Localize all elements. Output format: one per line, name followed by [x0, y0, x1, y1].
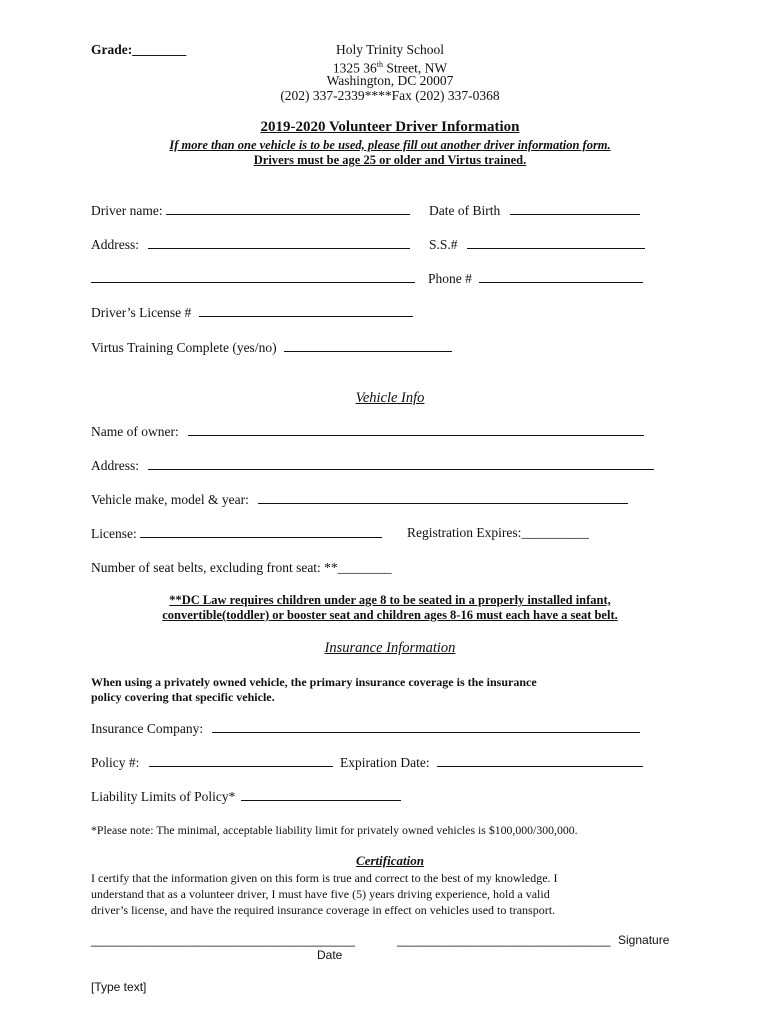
- virtus-field[interactable]: [284, 339, 452, 352]
- driver-address-field[interactable]: [148, 236, 410, 249]
- vehicle-address-label: Address:: [91, 458, 139, 473]
- insurance-company-field[interactable]: [212, 720, 640, 733]
- policy-label: Policy #:: [91, 755, 140, 770]
- insurance-note-1: When using a privately owned vehicle, the primary insurance coverage is the insurance: [91, 675, 537, 689]
- vehicle-license-field[interactable]: [140, 525, 382, 538]
- school-city: Washington, DC 20007: [326, 73, 454, 88]
- registration-expires: Registration Expires:__________: [407, 525, 589, 540]
- ssn-row: [429, 236, 645, 253]
- driver-name-label: Driver name:: [91, 203, 163, 218]
- seat-belts-row: Number of seat belts, excluding front seat: **________: [91, 560, 392, 575]
- drivers-license-field[interactable]: [199, 304, 413, 317]
- virtus-label: Virtus Training Complete (yes/no): [91, 340, 277, 355]
- dc-law-line-1: **DC Law requires children under age 8 to be seated in a properly installed infant,: [169, 593, 611, 607]
- grade-field: Grade:________: [91, 42, 187, 57]
- liability-field[interactable]: [241, 788, 401, 801]
- policy-row: [91, 754, 333, 771]
- expiration-field[interactable]: [437, 754, 643, 767]
- subtitle-vehicle: If more than one vehicle is to be used, please fill out another driver information form.: [169, 138, 611, 152]
- ssn-label: S.S.#: [429, 237, 458, 252]
- driver-address-line2-field[interactable]: [91, 270, 415, 283]
- vehicle-make-row: [91, 491, 628, 508]
- subtitle-age: Drivers must be age 25 or older and Virtus trained.: [253, 153, 527, 167]
- certification-text-1: I certify that the information given on this form is true and correct to the best of my knowledge. I: [91, 871, 558, 885]
- certification-heading: Certification: [356, 853, 424, 868]
- liability-note: *Please note: The minimal, acceptable liability limit for privately owned vehicles is $100,000/300,000.: [91, 823, 578, 837]
- driver-address-row: [91, 236, 410, 253]
- insurance-company-row: [91, 720, 640, 737]
- phone-label: Phone #: [428, 271, 472, 286]
- school-street: 1325 36th Street, NW: [332, 60, 448, 76]
- dc-law-line-2: convertible(toddler) or booster seat and children ages 8-16 must each have a seat belt.: [162, 608, 618, 622]
- phone-field[interactable]: [479, 270, 643, 283]
- liability-row: [91, 788, 401, 805]
- virtus-row: [91, 339, 452, 356]
- date-line[interactable]: _______________________________________: [91, 933, 356, 947]
- policy-field[interactable]: [149, 754, 333, 767]
- school-name: Holy Trinity School: [335, 42, 445, 57]
- ssn-field[interactable]: [467, 236, 645, 249]
- vehicle-make-field[interactable]: [258, 491, 628, 504]
- driver-address-line2-row: [91, 270, 415, 287]
- signature-label: Signature: [618, 933, 670, 947]
- vehicle-address-row: [91, 457, 654, 474]
- dob-row: [429, 202, 640, 219]
- certification-text-3: driver’s license, and have the required insurance coverage in effect on vehicles used to transport.: [91, 903, 556, 917]
- owner-field[interactable]: [188, 423, 644, 436]
- vehicle-address-field[interactable]: [148, 457, 654, 470]
- page-title: 2019-2020 Volunteer Driver Information: [260, 119, 520, 135]
- dob-field[interactable]: [510, 202, 640, 215]
- phone-row: [428, 270, 643, 287]
- insurance-note-2: policy covering that specific vehicle.: [91, 690, 275, 704]
- vehicle-info-heading: Vehicle Info: [355, 390, 425, 406]
- owner-row: [91, 423, 644, 440]
- liability-label: Liability Limits of Policy*: [91, 789, 236, 804]
- dob-label: Date of Birth: [429, 203, 501, 218]
- driver-name-row: [91, 202, 410, 219]
- license-row: [91, 304, 413, 321]
- vehicle-license-label: License:: [91, 526, 137, 541]
- expiration-label: Expiration Date:: [340, 755, 430, 770]
- drivers-license-label: Driver’s License #: [91, 305, 192, 320]
- owner-label: Name of owner:: [91, 424, 179, 439]
- footer-placeholder: [Type text]: [91, 980, 147, 994]
- signature-line[interactable]: ________________________________: [397, 933, 611, 947]
- insurance-company-label: Insurance Company:: [91, 721, 204, 736]
- expiration-row: [340, 754, 643, 771]
- driver-name-field[interactable]: [166, 202, 410, 215]
- date-label: Date: [317, 948, 343, 962]
- certification-text-2: understand that as a volunteer driver, I must have five (5) years driving experience, hold a valid: [91, 887, 550, 901]
- school-phone: (202) 337-2339****Fax (202) 337-0368: [280, 88, 500, 103]
- vehicle-license-row: [91, 525, 382, 542]
- insurance-heading: Insurance Information: [324, 640, 456, 656]
- vehicle-make-label: Vehicle make, model & year:: [91, 492, 249, 507]
- driver-address-label: Address:: [91, 237, 139, 252]
